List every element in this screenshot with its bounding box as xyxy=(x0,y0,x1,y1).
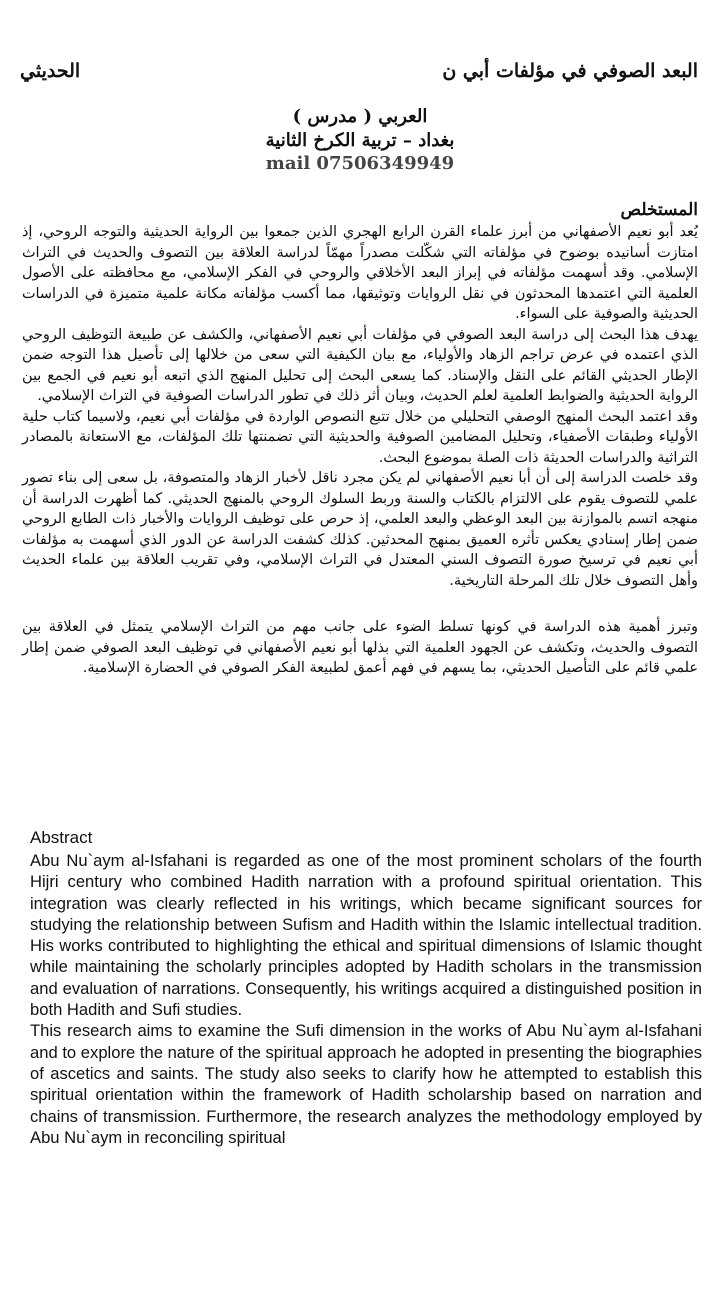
title-part-right: البعد الصوفي في مؤلفات أبي ن xyxy=(442,60,698,82)
author-block xyxy=(120,105,600,175)
english-abstract-heading: Abstract xyxy=(30,828,93,847)
paper-title xyxy=(20,60,698,82)
english-paragraph: This research aims to examine the Sufi dimension in the works of Abu Nu`aym al-Isfahani and to explore the nature of the spiritual approach he adopted in presenting the biographies of ascetics and saints. The study also seeks to clarify how he attempted to establish this spiritual orientation within the framework of Hadith scholarship based on narration and chains of transmission. Furthermore, the research analyzes the methodology employed by Abu Nu`aym in reconciling spiritual xyxy=(30,1021,702,1147)
english-abstract xyxy=(30,850,702,1148)
title-part-left: الحديثي xyxy=(20,60,81,82)
english-paragraph: Abu Nu`aym al-Isfahani is regarded as one of the most prominent scholars of the fourth Hijri century who combined Hadith narration with a profound spiritual orientation. This integration was clearly reflected in his writings, which became significant sources for studying the relationship between Sufism and Hadith within the Islamic intellectual tradition. His works contributed to highlighting the ethical and spiritual dimensions of Islamic thought while maintaining the scholarly principles adopted by Hadith scholars in the transmission and evaluation of narrations. Consequently, his writings acquired a distinguished position in both Hadith and Sufi studies. xyxy=(30,851,702,1020)
author-contact: mail 07506349949 xyxy=(265,153,455,174)
arabic-abstract xyxy=(22,222,698,679)
arabic-abstract-heading: المستخلص xyxy=(620,200,698,220)
arabic-paragraph: يهدف هذا البحث إلى دراسة البعد الصوفي في مؤلفات أبي نعيم الأصفهاني، والكشف عن طبيعة التوظيف الروحي الذي اعتمده في عرض تراجم الزهاد والأولياء، مع بيان الكيفية التي سعى من خلالها إلى تأصيل هذا التوجه ضمن الإطار الحديثي القائم على النقل والإسناد. كما يسعى البحث إلى تحليل المنهج الذي اتبعه أبو نعيم في الجمع بين الرواية الحديثية والضوابط العلمية لعلم الحديث، وبيان أثر ذلك في تطور الدراسات الصوفية في التراث الإسلامي. xyxy=(22,326,698,404)
arabic-paragraph: وتبرز أهمية هذه الدراسة في كونها تسلط الضوء على جانب مهم من التراث الإسلامي يتمثل في العلاقة بين التصوف والحديث، وتكشف عن الجهود العلمية التي بذلها أبو نعيم الأصفهاني في توظيف البعد الصوفي ضمن إطار علمي قائم على التأصيل الحديثي، بما يسهم في فهم أعمق لطبيعة الفكر الصوفي في الحضارة الإسلامية. xyxy=(22,619,698,676)
author-affiliation: بغداد – تربية الكرخ الثانية xyxy=(265,130,455,151)
arabic-paragraph: وقد اعتمد البحث المنهج الوصفي التحليلي من خلال تتبع النصوص الواردة في مؤلفات أبي نعيم، ولاسيما كتاب حلية الأولياء وطبقات الأصفياء، وتحليل المضامين الصوفية والحديثية التي تضمنتها تلك المؤلفات، مع الاستعانة بالمصادر التراثية والدراسات الحديثة ذات الصلة بموضوع البحث. xyxy=(22,408,698,466)
arabic-paragraph: وقد خلصت الدراسة إلى أن أبا نعيم الأصفهاني لم يكن مجرد ناقل لأخبار الزهاد والمتصوفة، بل سعى إلى بناء تصور علمي للتصوف يقوم على الالتزام بالكتاب والسنة وربط السلوك الروحي بالمنهج الحديثي. كما أظهرت الدراسة أن منهجه اتسم بالموازنة بين البعد الوعظي والبعد العلمي، إذ حرص على توظيف الروايات والأخبار ذات الطابع الروحي ضمن إطار إسنادي يعكس تأثره العميق بمنهج المحدثين. كذلك كشفت الدراسة عن الدور الذي أسهمت به مؤلفات أبي نعيم في ترسيخ صورة التصوف السني المعتدل في التراث الإسلامي، وفي تقريب العلاقة بين علماء الحديث وأهل التصوف خلال تلك المرحلة التاريخية. xyxy=(22,470,698,589)
author-name: العربي ( مدرس ) xyxy=(292,106,428,127)
arabic-paragraph: يُعد أبو نعيم الأصفهاني من أبرز علماء القرن الرابع الهجري الذين جمعوا بين الرواية الحديثية والتوجه الروحي، إذ امتازت أسانيده بوضوح في مؤلفاته التي شكّلت مصدراً مهمّاً لدراسة العلاقة بين التصوف والحديث في التراث الإسلامي. وقد أسهمت مؤلفاته في إبراز البعد الأخلاقي والروحي في الفكر الإسلامي، مع محافظته على الأصول العلمية التي اعتمدها المحدثون في نقل الروايات وتوثيقها، مما أكسب مؤلفاته مكانة علمية متميزة في الدراسات الحديثية والصوفية على السواء. xyxy=(22,224,698,322)
